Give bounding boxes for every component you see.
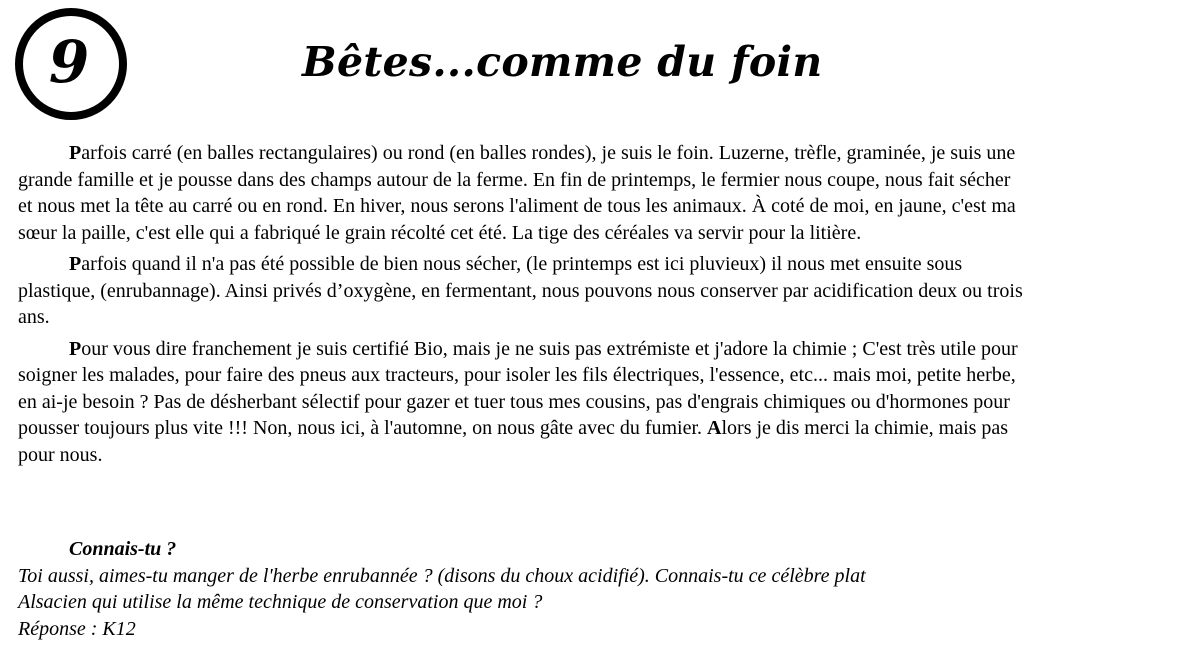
page-title: Bêtes...comme du foin [302, 38, 823, 86]
paragraph-2 [18, 251, 1028, 331]
paragraph-1-initial: P [69, 142, 82, 164]
paragraph-3-initial: P [69, 337, 82, 360]
quiz-answer: Réponse : K12 [18, 617, 136, 640]
quiz-question-line-2: Alsacien qui utilise la même technique de conservation que moi ? [18, 591, 543, 613]
paragraph-3-initial-2: A [707, 417, 722, 439]
paragraph-1 [18, 140, 1028, 246]
paragraph-3 [18, 336, 1028, 469]
paragraph-2-text: arfois quand il n'a pas été possible de bien nous sécher, (le printemps est ici pluvieux) il nous met ensuite sous plastique, (enrubannage). Ainsi privés d’oxygène, en fermentant, nous pouvons nous conserver par acidification deux ou trois ans. [18, 253, 1023, 328]
paragraph-1-text: arfois carré (en balles rectangulaires) ou rond (en balles rondes), je suis le foin. Luzerne, trèfle, graminée, je suis une grande famille et je pousse dans des champs autour de la ferme. En fin de printemps, le fermier nous coupe, nous fait sécher et nous met la tête au carré ou en rond. En hiver, nous serons l'aliment de tous les animaux. À coté de moi, en jaune, c'est ma sœur la paille, c'est elle qui a fabriqué le grain récolté cet été. La tige des céréales va servir pour la litière. [18, 142, 1016, 244]
quiz-question-line-1: Toi aussi, aimes-tu manger de l'herbe enrubannée ? (disons du choux acidifié). Connais-tu ce célèbre plat [18, 564, 866, 587]
body-text [18, 140, 1028, 473]
paragraph-2-initial: P [69, 253, 82, 275]
paragraph-3-text-2: lors je dis merci la chimie, mais pas pour nous. [18, 417, 1009, 466]
quiz-heading: Connais-tu ? [69, 538, 177, 560]
paragraph-3-text: our vous dire franchement je suis certifié Bio, mais je ne suis pas extrémiste et j'adore la chimie ; C'est très utile pour soigner les malades, pour faire des pneus aux tracteurs, pour isoler les fils électriques, l'essence, etc... mais moi, petite herbe, en ai-je besoin ? Pas de désherbant sélectif pour gazer et tuer tous mes cousins, pas d'engrais chimiques ou d'hormones pour pousser toujours plus vite !!! Non, nous ici, à l'automne, on nous gâte avec du fumier. [18, 337, 1018, 439]
chapter-number: 9 [48, 28, 88, 96]
quiz-section [18, 536, 1028, 642]
chapter-number-badge [15, 8, 127, 120]
